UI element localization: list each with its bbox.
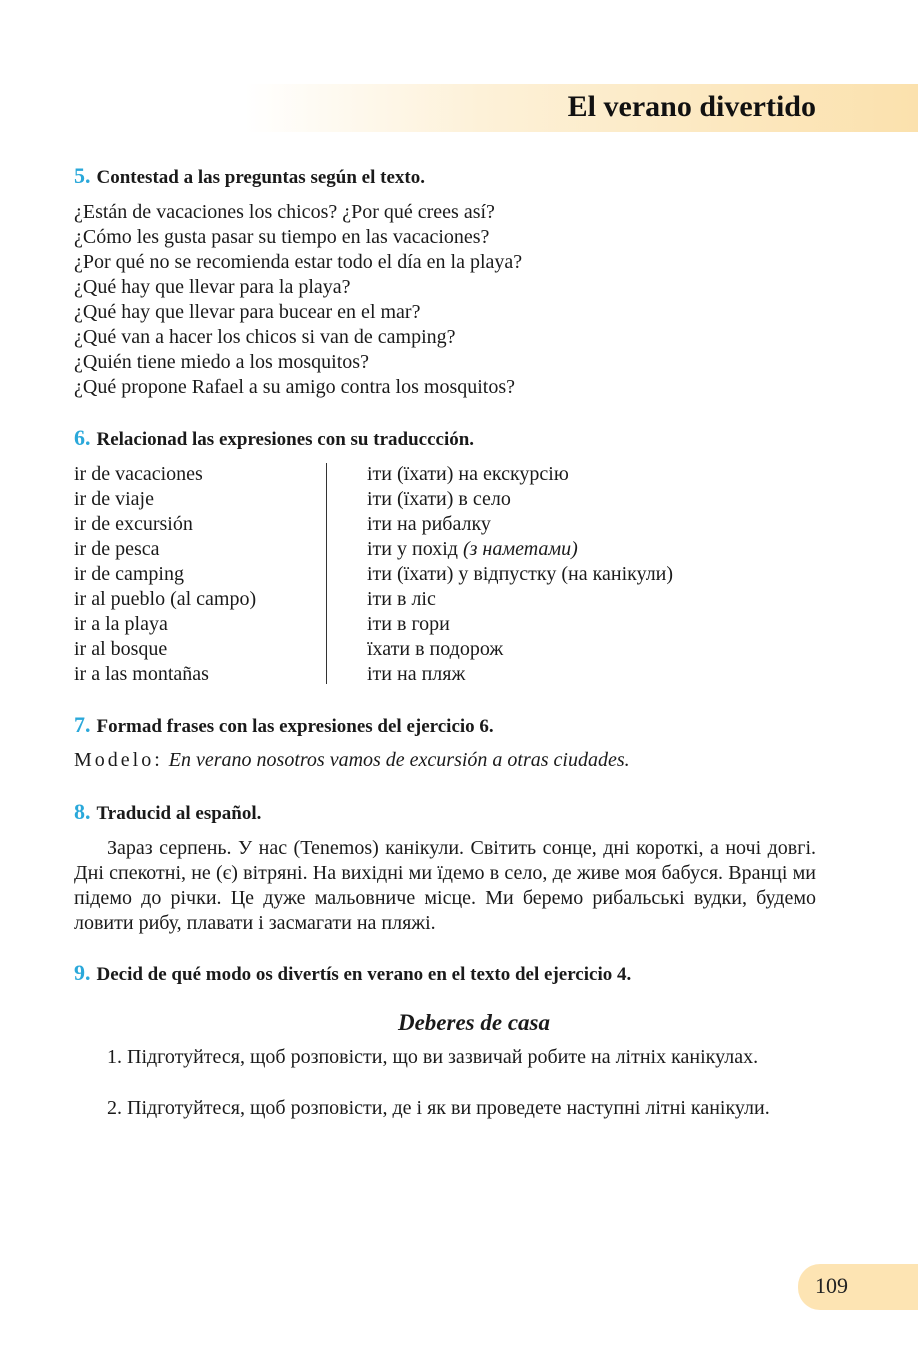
exercise-5-number: 5. xyxy=(74,163,91,188)
model-sentence xyxy=(74,749,630,772)
expression-item: ir al bosque xyxy=(74,638,168,660)
expression-item: ir de pesca xyxy=(74,538,160,560)
exercise-6-instruction: Relacionad las expresiones con su traduccción. xyxy=(96,429,475,450)
question-line: ¿Quién tiene miedo a los mosquitos? xyxy=(74,351,369,373)
translation-item: іти в ліс xyxy=(367,588,436,610)
homework-item: 2. Підготуйтеся, щоб розповісти, де і як ви проведете наступні літні канікули. xyxy=(107,1097,770,1119)
question-line: ¿Qué hay que llevar para la playa? xyxy=(74,276,351,298)
translation-item xyxy=(367,537,673,562)
question-line: ¿Cómo les gusta pasar su tiempo en las vacaciones? xyxy=(74,226,490,248)
expression-item: ir al pueblo (al campo) xyxy=(74,588,257,610)
model-label: Modelo: xyxy=(74,749,163,771)
exercise-5-questions xyxy=(74,200,522,400)
expression-item: ir de camping xyxy=(74,563,184,585)
question-line: ¿Están de vacaciones los chicos? ¿Por qué crees así? xyxy=(74,201,495,223)
expressions-spanish xyxy=(74,462,256,687)
exercise-6-heading xyxy=(74,425,474,451)
exercise-7-instruction: Formad frases con las expresiones del ejercicio 6. xyxy=(96,716,494,737)
translation-item: іти (їхати) у відпустку (на канікули) xyxy=(367,563,674,585)
exercise-8-heading xyxy=(74,799,261,825)
translation-note: (з наметами) xyxy=(462,538,578,560)
exercise-6-number: 6. xyxy=(74,425,91,450)
question-line: ¿Qué van a hacer los chicos si van de camping? xyxy=(74,326,456,348)
question-line: ¿Qué propone Rafael a su amigo contra los mosquitos? xyxy=(74,376,515,398)
exercise-8-number: 8. xyxy=(74,799,91,824)
exercise-5-instruction: Contestad a las preguntas según el texto. xyxy=(96,167,425,188)
translation-item: іти (їхати) в село xyxy=(367,488,511,510)
exercise-5-heading xyxy=(74,163,425,189)
question-line: ¿Por qué no se recomienda estar todo el día en la playa? xyxy=(74,251,523,273)
chapter-title: El verano divertido xyxy=(567,90,816,123)
exercise-9-heading xyxy=(74,960,631,986)
expression-item: ir de vacaciones xyxy=(74,463,203,485)
question-line: ¿Qué hay que llevar para bucear en el mar? xyxy=(74,301,421,323)
translation-paragraph: Зараз серпень. У нас (Tenemos) канікули. Світить сонце, дні короткі, а ночі довгі. Дні спекотні, не (є) вітряні. На вихідні ми їдемо в село, де живе моя бабуся. Вранці ми підемо до річки. Це дуже мальовниче місце. Ми беремо рибальські вудки, будемо ловити рибу, плавати і засмагати на пляжі. xyxy=(74,837,816,934)
translation-item: іти в гори xyxy=(367,613,450,635)
column-divider xyxy=(326,463,327,684)
exercise-7-number: 7. xyxy=(74,712,91,737)
translation-item: іти (їхати) на екскурсію xyxy=(367,463,569,485)
exercise-7-heading xyxy=(74,712,494,738)
exercise-9-number: 9. xyxy=(74,960,91,985)
expression-item: ir a las montañas xyxy=(74,663,209,685)
translation-item: іти на пляж xyxy=(367,663,466,685)
page-number: 109 xyxy=(815,1273,848,1298)
translation-item: їхати в подорож xyxy=(367,638,504,660)
exercise-8-instruction: Traducid al español. xyxy=(96,803,262,824)
homework-item: 1. Підготуйтеся, щоб розповісти, що ви зазвичай робите на літніх канікулах. xyxy=(107,1046,759,1068)
translation-item: іти на рибалку xyxy=(367,513,491,535)
exercise-9-instruction: Decid de qué modo os divertís en verano en el texto del ejercicio 4. xyxy=(96,964,632,985)
homework-title: Deberes de casa xyxy=(397,1010,550,1035)
translation-text: іти у похід xyxy=(367,538,458,560)
model-text: En verano nosotros vamos de excursión a otras ciudades. xyxy=(168,749,630,771)
expressions-translation xyxy=(367,462,673,687)
expression-item: ir de excursión xyxy=(74,513,193,535)
expression-item: ir de viaje xyxy=(74,488,154,510)
expression-item: ir a la playa xyxy=(74,613,168,635)
